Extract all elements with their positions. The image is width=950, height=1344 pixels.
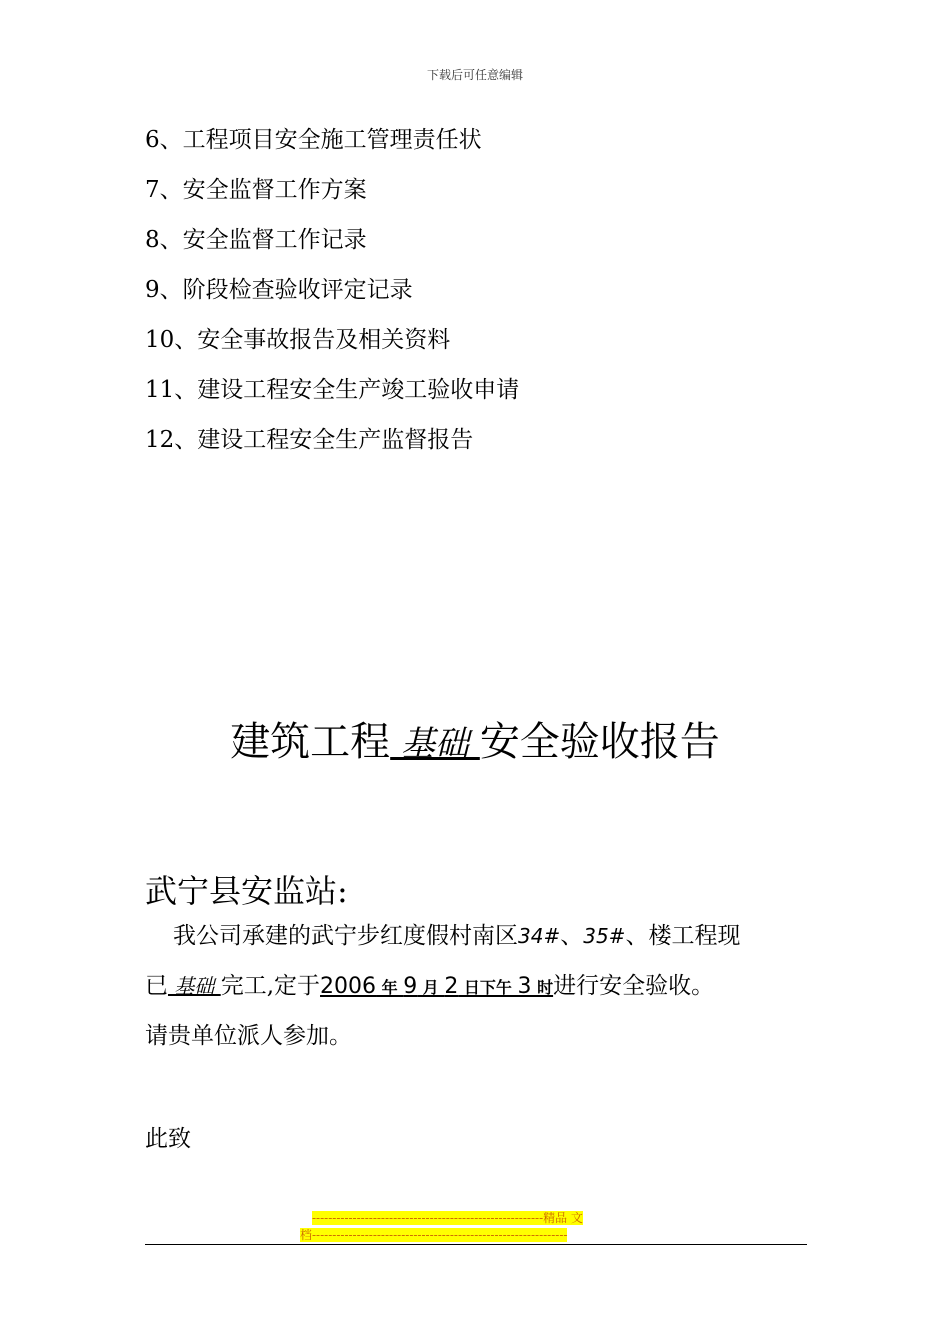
line1-end: 、楼工程现 bbox=[625, 923, 741, 949]
body-line-2 bbox=[145, 965, 815, 1015]
list-item: 6、工程项目安全施工管理责任状 bbox=[145, 127, 482, 153]
report-title bbox=[0, 710, 950, 767]
date-year: 2006 bbox=[320, 974, 377, 999]
title-fill-stage: 基础 bbox=[390, 724, 480, 764]
date-month-unit: 月 bbox=[417, 978, 445, 997]
list-item: 11、建设工程安全生产竣工验收申请 bbox=[145, 377, 520, 403]
stage-fill: 基础 bbox=[168, 974, 221, 998]
date-hour: 3 bbox=[517, 974, 532, 999]
line1-separator: 、 bbox=[560, 923, 584, 949]
attachment-list bbox=[145, 122, 805, 472]
page-header-note: 下载后可任意编辑 bbox=[426, 68, 523, 82]
date-year-unit: 年 bbox=[376, 978, 404, 997]
letter-body bbox=[145, 915, 815, 1065]
line2-middle: 完工,定于 bbox=[220, 973, 321, 999]
watermark bbox=[300, 1210, 650, 1244]
line2-end: 进行安全验收。 bbox=[553, 973, 715, 999]
list-item: 9、阶段检查验收评定记录 bbox=[145, 277, 413, 303]
letter-closing: 此致 bbox=[145, 1126, 191, 1152]
list-item: 7、安全监督工作方案 bbox=[145, 177, 367, 203]
date-day: 2 bbox=[444, 974, 459, 999]
body-line-1 bbox=[145, 915, 815, 965]
title-suffix: 安全验收报告 bbox=[479, 719, 720, 765]
building-number-35: 35# bbox=[583, 924, 626, 948]
watermark-line-2: 档--------------------------------------------------------------- bbox=[300, 1228, 568, 1242]
inspection-date bbox=[320, 973, 553, 999]
date-day-unit: 日下午 bbox=[458, 978, 518, 997]
watermark-line-1: ---------------------------------------------------------精品 文 bbox=[312, 1211, 583, 1225]
date-hour-unit: 时 bbox=[531, 978, 554, 997]
building-number-34: 34# bbox=[518, 924, 561, 948]
footer-divider bbox=[145, 1244, 807, 1245]
list-item: 8、安全监督工作记录 bbox=[145, 227, 367, 253]
list-item: 12、建设工程安全生产监督报告 bbox=[145, 427, 474, 453]
body-line-3: 请贵单位派人参加。 bbox=[145, 1023, 352, 1049]
line1-text: 我公司承建的武宁步红度假村南区 bbox=[173, 923, 518, 949]
title-prefix: 建筑工程 bbox=[230, 719, 391, 765]
line2-start: 已 bbox=[145, 973, 168, 999]
letter-recipient: 武宁县安监站: bbox=[145, 872, 348, 910]
list-item: 10、安全事故报告及相关资料 bbox=[145, 327, 451, 353]
date-month: 9 bbox=[403, 974, 418, 999]
